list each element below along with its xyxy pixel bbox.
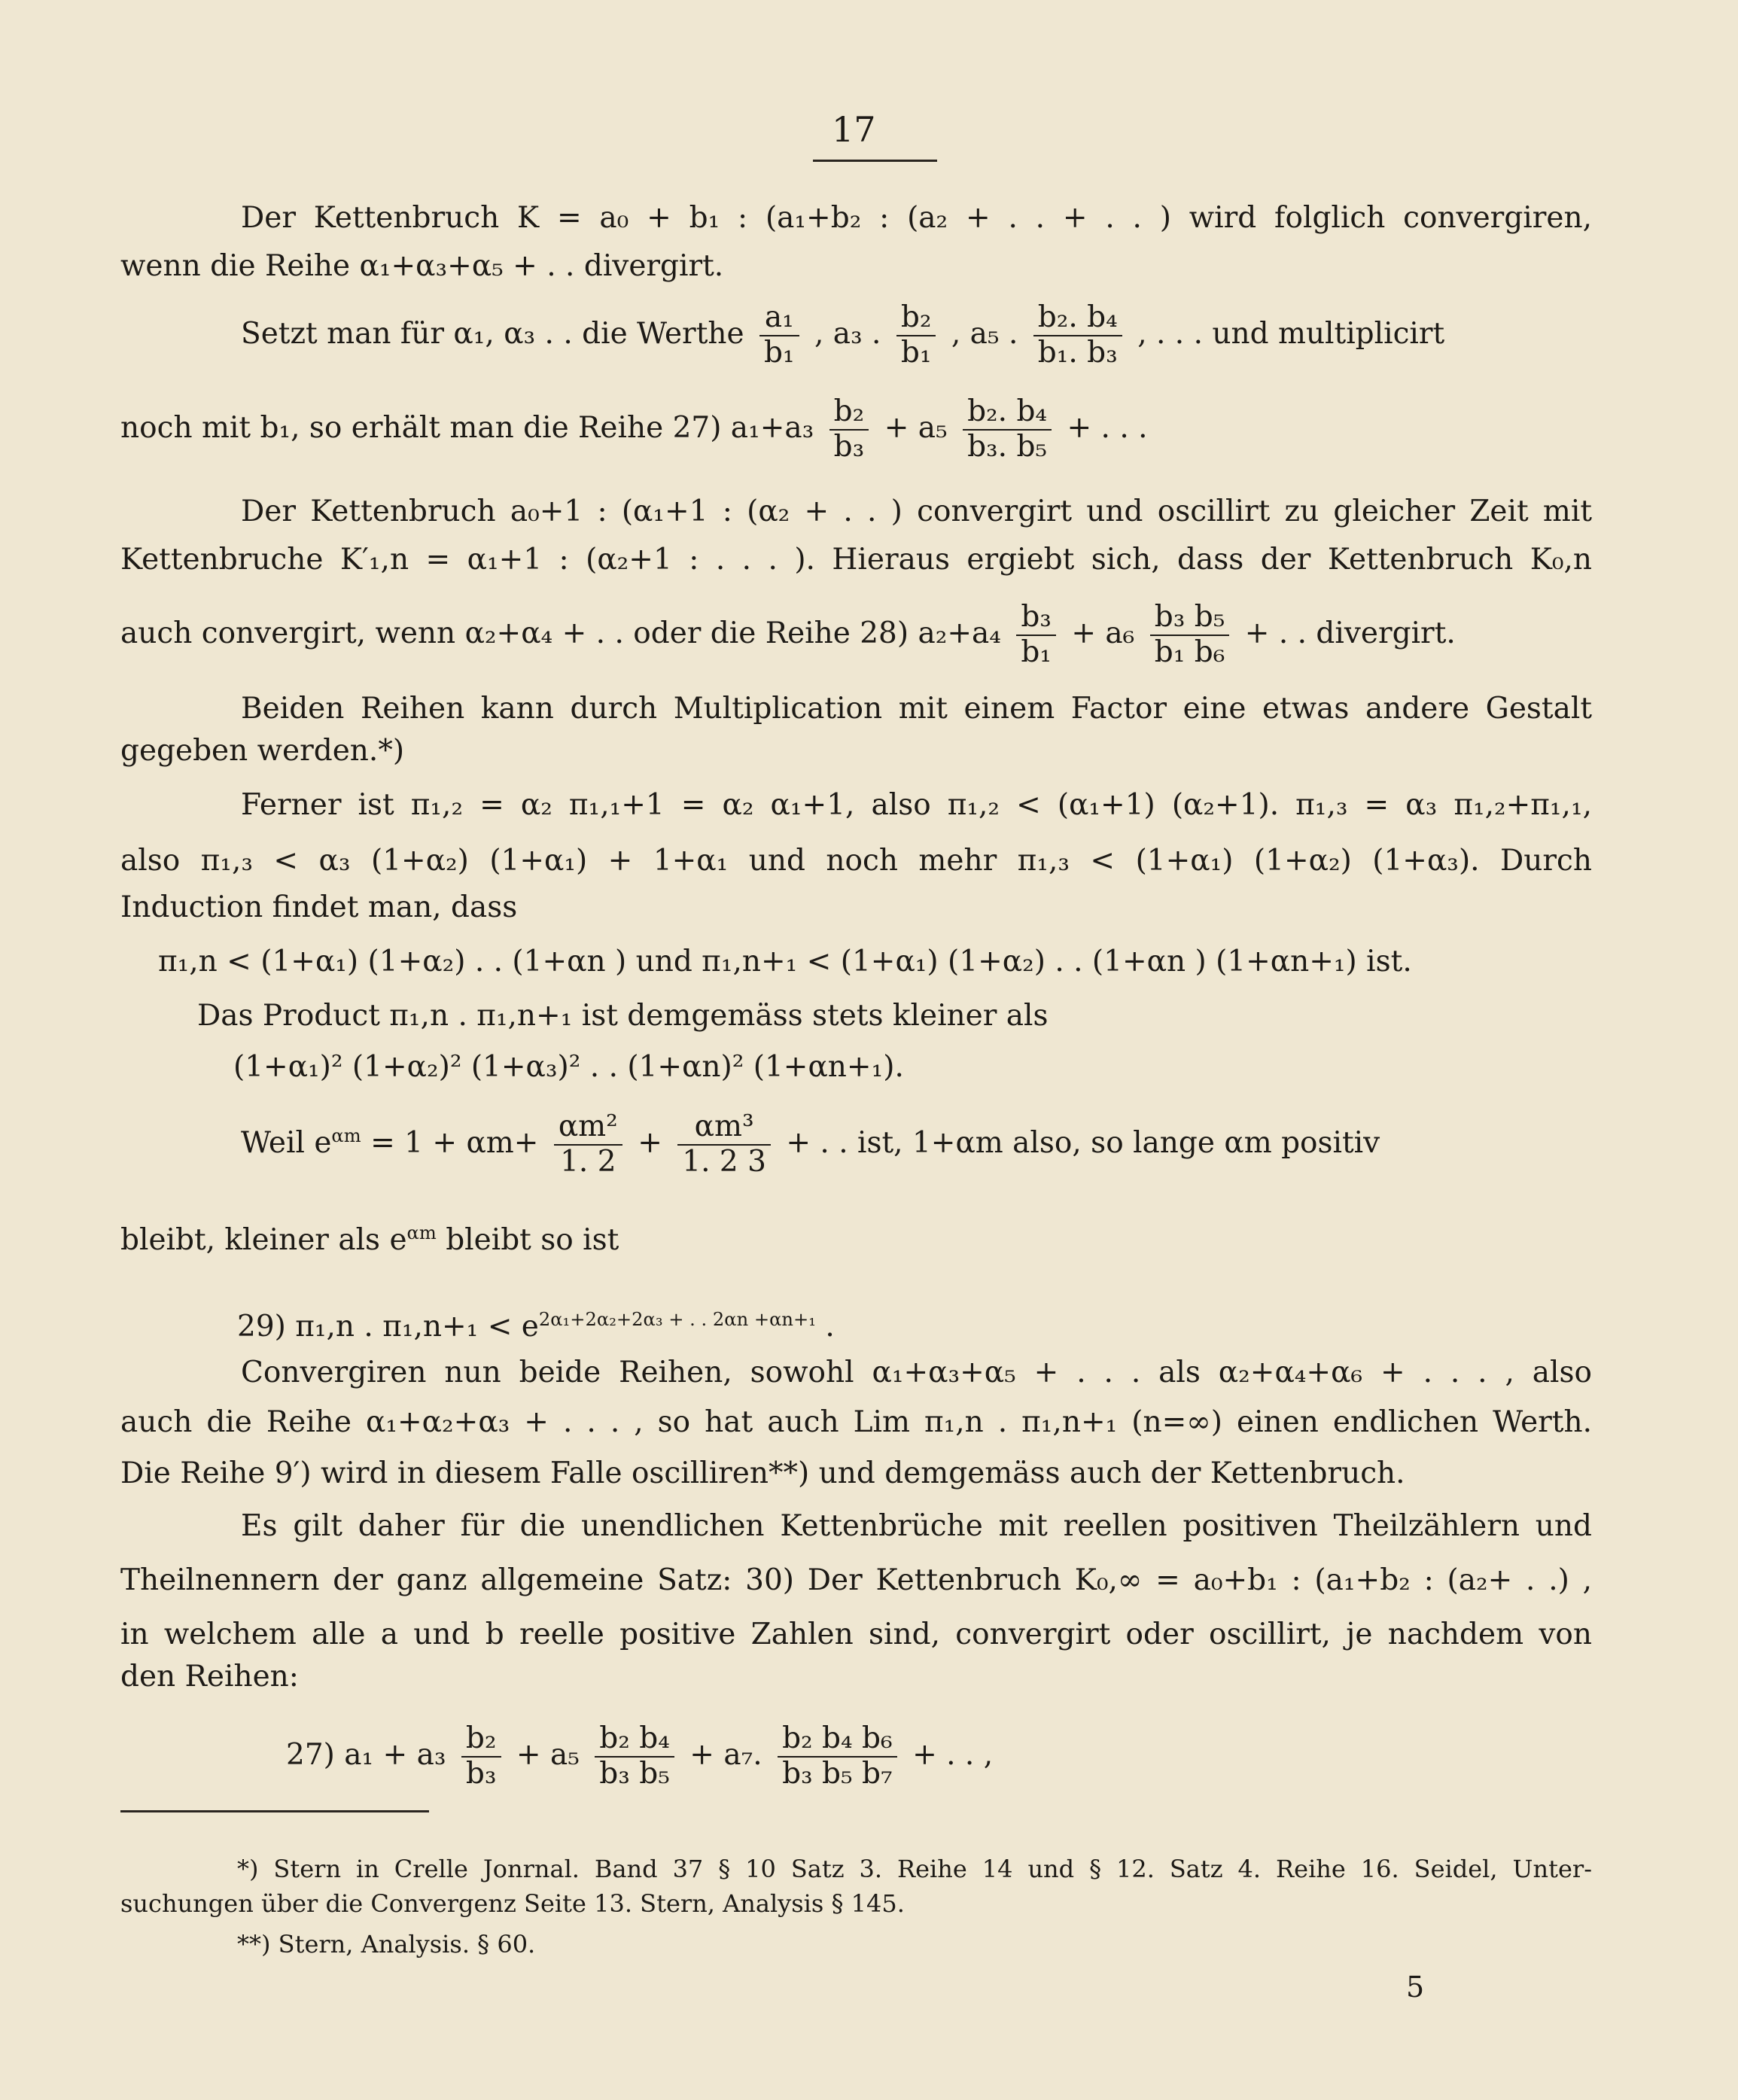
page-number-underline xyxy=(813,160,937,162)
fraction-denominator: b₁ b₆ xyxy=(1154,635,1225,669)
paragraph-line: Ferner ist π₁,₂ = α₂ π₁,₁+1 = α₂ α₁+1, also π₁,₂ < (α₁+1) (α₂+1). π₁,₃ = α₃ π₁,₂+π₁,₁, xyxy=(241,788,1592,822)
fraction xyxy=(677,1110,771,1179)
formula-line xyxy=(120,601,1592,670)
text-run: bleibt, kleiner als e xyxy=(120,1223,407,1257)
text-run: = 1 + αm+ xyxy=(370,1125,539,1160)
fraction xyxy=(896,301,936,370)
fraction-denominator: 1. 2 3 xyxy=(682,1144,766,1179)
formula-line xyxy=(241,301,1592,370)
fraction-denominator: b₁ xyxy=(900,335,932,370)
paragraph-line: Theilnennern der ganz allgemeine Satz: 30) Der Kettenbruch K₀,∞ = a₀+b₁ : (a₁+b₂ : (a₂+ . .) , xyxy=(120,1563,1592,1597)
fraction xyxy=(461,1722,501,1791)
footnote-separator xyxy=(120,1810,429,1812)
fraction xyxy=(1033,301,1122,370)
fraction-numerator: αm³ xyxy=(677,1110,771,1146)
exponent: 2α₁+2α₂+2α₃ + . . 2αn +αn+₁ xyxy=(538,1309,816,1330)
paragraph-line: Der Kettenbruch K = a₀ + b₁ : (a₁+b₂ : (a₂ + . . + . . ) wird folglich convergiren, xyxy=(241,201,1592,235)
fraction-numerator: b₂ b₄ xyxy=(595,1722,674,1758)
paragraph-line: Der Kettenbruch a₀+1 : (α₁+1 : (α₂ + . . ) convergirt und oscillirt zu gleicher Zeit mit xyxy=(241,495,1592,528)
text-run: + xyxy=(638,1125,662,1160)
paragraph-line: Kettenbruche K′₁,n = α₁+1 : (α₂+1 : . . . ). Hieraus ergiebt sich, dass der Kettenbruch K₀,n xyxy=(120,543,1592,577)
exponent: αm xyxy=(331,1125,361,1146)
text-run: , . . . und multiplicirt xyxy=(1137,316,1445,351)
formula-line: π₁,n < (1+α₁) (1+α₂) . . (1+αn ) und π₁,n+₁ < (1+α₁) (1+α₂) . . (1+αn ) (1+αn+₁) ist. xyxy=(158,945,1412,978)
paragraph-line: in welchem alle a und b reelle positive Zahlen sind, convergirt oder oscillirt, je nachdem von xyxy=(120,1618,1592,1651)
fraction-denominator: b₃ xyxy=(833,429,865,464)
fraction-numerator: b₂. b₄ xyxy=(1033,301,1122,336)
paragraph-line: Convergiren nun beide Reihen, sowohl α₁+α₃+α₅ + . . . als α₂+α₄+α₆ + . . . , also xyxy=(241,1356,1592,1389)
text-run: noch mit b₁, so erhält man die Reihe 27) a₁+a₃ xyxy=(120,410,814,445)
fraction-numerator: b₂ xyxy=(896,301,936,336)
fraction xyxy=(1016,601,1056,670)
fraction xyxy=(829,395,869,464)
formula-line xyxy=(241,1110,1592,1179)
fraction xyxy=(554,1110,622,1179)
formula-line xyxy=(120,395,1592,464)
text-run: Weil e xyxy=(241,1125,332,1160)
fraction-numerator: b₂. b₄ xyxy=(963,395,1052,431)
text-run: + a₅ xyxy=(884,410,948,445)
paragraph-line: Beiden Reihen kann durch Multiplication mit einem Factor eine etwas andere Gestalt xyxy=(241,692,1592,726)
fraction-numerator: b₂ xyxy=(461,1722,501,1758)
fraction-denominator: b₃. b₅ xyxy=(967,429,1048,464)
paragraph-line: Die Reihe 9′) wird in diesem Falle oscilliren**) und demgemäss auch der Kettenbruch. xyxy=(120,1456,1405,1490)
text-run: + . . , xyxy=(912,1737,994,1772)
fraction-denominator: b₁ xyxy=(763,335,795,370)
text-run: + . . divergirt. xyxy=(1244,616,1456,650)
text-run: , a₅ . xyxy=(951,316,1018,351)
fraction-numerator: αm² xyxy=(554,1110,622,1146)
formula-line xyxy=(237,1298,1592,1348)
text-run: + . . . xyxy=(1067,410,1148,445)
fraction-denominator: b₃ b₅ xyxy=(599,1756,670,1791)
paragraph-line: auch die Reihe α₁+α₂+α₃ + . . . , so hat auch Lim π₁,n . π₁,n+₁ (n=∞) einen endlichen Werth. xyxy=(120,1405,1592,1439)
text-run: , a₃ . xyxy=(814,316,881,351)
text-run: + a₆ xyxy=(1071,616,1135,650)
text-run: Setzt man für α₁, α₃ . . die Werthe xyxy=(241,316,744,351)
fraction-numerator: b₂ b₄ b₆ xyxy=(778,1722,897,1758)
text-run: . xyxy=(825,1310,835,1344)
paragraph-line: also π₁,₃ < α₃ (1+α₂) (1+α₁) + 1+α₁ und noch mehr π₁,₃ < (1+α₁) (1+α₂) (1+α₃). Durch xyxy=(120,844,1592,878)
footnote-line: **) Stern, Analysis. § 60. xyxy=(237,1930,536,1958)
fraction-denominator: b₃ b₅ b₇ xyxy=(782,1756,893,1791)
text-run: bleibt so ist xyxy=(446,1223,619,1257)
fraction xyxy=(963,395,1052,464)
paragraph-line: Das Product π₁,n . π₁,n+₁ ist demgemäss stets kleiner als xyxy=(197,999,1049,1033)
signature-mark: 5 xyxy=(1406,1971,1425,2004)
text-run: 29) π₁,n . π₁,n+₁ < e xyxy=(237,1310,539,1344)
fraction xyxy=(1150,601,1230,670)
fraction-numerator: b₂ xyxy=(829,395,869,431)
paragraph-line: den Reihen: xyxy=(120,1660,299,1694)
fraction-numerator: b₃ xyxy=(1016,601,1056,636)
fraction xyxy=(778,1722,897,1791)
paragraph-line: Es gilt daher für die unendlichen Kettenbrüche mit reellen positiven Theilzählern und xyxy=(241,1509,1592,1543)
paragraph-line: Induction findet man, dass xyxy=(120,890,518,924)
text-run: 27) a₁ + a₃ xyxy=(286,1737,446,1772)
exponent: αm xyxy=(406,1222,437,1243)
fraction-denominator: 1. 2 xyxy=(560,1144,616,1179)
footnote-line: suchungen über die Convergenz Seite 13. Stern, Analysis § 145. xyxy=(120,1889,905,1918)
fraction-denominator: b₃ xyxy=(465,1756,497,1791)
formula-line xyxy=(286,1722,1592,1791)
fraction-numerator: b₃ b₅ xyxy=(1150,601,1230,636)
paragraph-line: wenn die Reihe α₁+α₃+α₅ + . . divergirt. xyxy=(120,249,724,283)
fraction-denominator: b₁ xyxy=(1021,635,1052,669)
paragraph-line: gegeben werden.*) xyxy=(120,734,405,768)
formula-line xyxy=(120,1212,1592,1262)
page-number: 17 xyxy=(832,109,876,150)
text-run: + . . ist, 1+αm also, so lange αm positiv xyxy=(786,1125,1380,1160)
text-run: auch convergirt, wenn α₂+α₄ + . . oder die Reihe 28) a₂+a₄ xyxy=(120,616,1001,650)
text-run: + a₅ xyxy=(516,1737,580,1772)
formula-line: (1+α₁)² (1+α₂)² (1+α₃)² . . (1+αn)² (1+αn+₁). xyxy=(233,1050,904,1084)
text-run: + a₇. xyxy=(689,1737,762,1772)
fraction-numerator: a₁ xyxy=(759,301,799,336)
fraction-denominator: b₁. b₃ xyxy=(1037,335,1118,370)
fraction xyxy=(595,1722,674,1791)
footnote-line: *) Stern in Crelle Jonrnal. Band 37 § 10 Satz 3. Reihe 14 und § 12. Satz 4. Reihe 16. Seidel, Unter- xyxy=(237,1855,1592,1883)
fraction xyxy=(759,301,799,370)
